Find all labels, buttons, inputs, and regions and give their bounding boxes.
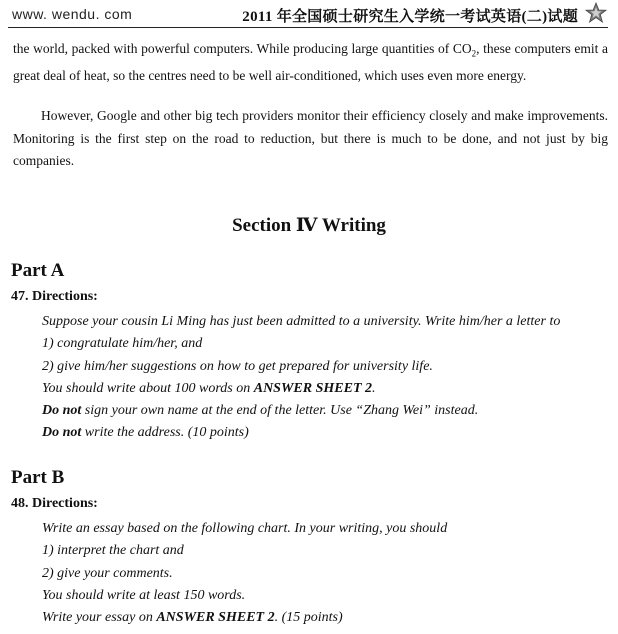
- part-a-line: [42, 378, 602, 400]
- part-a-line: 1) congratulate him/her, and: [42, 336, 203, 352]
- part-b-line: [42, 607, 602, 629]
- part-a-line4-end: .: [372, 380, 376, 396]
- part-b-line: 2) give your comments.: [42, 565, 173, 581]
- part-b-line: 1) interpret the chart and: [42, 543, 184, 559]
- part-b-line: Write an essay based on the following chart. In your writing, you should: [42, 521, 448, 536]
- part-b-line: You should write at least 150 words.: [42, 587, 246, 603]
- part-b-line5-text: Write your essay on: [42, 610, 157, 626]
- site-url: www. wendu. com: [12, 6, 133, 22]
- star-logo-icon: [584, 2, 608, 24]
- co2-subscript: 2: [471, 48, 477, 59]
- part-b-line5-end: . (15 points): [274, 610, 343, 626]
- part-a-line5-text: sign your own name at the end of the letter. Use “Zhang Wei” instead.: [81, 403, 479, 419]
- section-title: Section Ⅳ Writing: [232, 215, 386, 236]
- part-a-line: [42, 400, 602, 422]
- passage-paragraph-1: [13, 38, 608, 88]
- passage-paragraph-2: However, Google and other big tech providers monitor their efficiency closely and make improvements. Monitoring is the first step on the road to reduction, but there is much to be done, and not just by big companies.: [13, 108, 608, 168]
- part-a-line4-text: You should write about 100 words on: [42, 380, 254, 396]
- page-header: [8, 0, 608, 28]
- passage-p1-text-a: the world, packed with powerful computers. While producing large quantities of CO: [13, 41, 472, 56]
- part-a-directions: 47. Directions:: [11, 289, 98, 304]
- part-b-task: [42, 518, 602, 629]
- answer-sheet-ref: ANSWER SHEET 2: [253, 380, 372, 396]
- do-not-emphasis: Do not: [42, 425, 82, 441]
- answer-sheet-ref: ANSWER SHEET 2: [156, 610, 275, 626]
- do-not-emphasis: Do not: [42, 403, 82, 419]
- part-b-directions: 48. Directions:: [11, 496, 98, 511]
- part-a-line: Suppose your cousin Li Ming has just been admitted to a university. Write him/her a letter to: [42, 314, 561, 329]
- part-b-title: Part B: [11, 467, 65, 488]
- part-a-line: 2) give him/her suggestions on how to get prepared for university life.: [42, 358, 433, 374]
- part-a-title: Part A: [11, 260, 65, 281]
- part-a-line: [42, 422, 602, 444]
- exam-title: 2011 年全国硕士研究生入学统一考试英语(二)试题: [242, 9, 578, 25]
- part-a-line6-text: write the address. (10 points): [81, 425, 249, 441]
- part-a-task: [42, 311, 602, 445]
- passage-p1-text-b: , these computers emit a great deal of heat, so the centres need to be well air-conditioned, which uses even more energy.: [13, 41, 608, 84]
